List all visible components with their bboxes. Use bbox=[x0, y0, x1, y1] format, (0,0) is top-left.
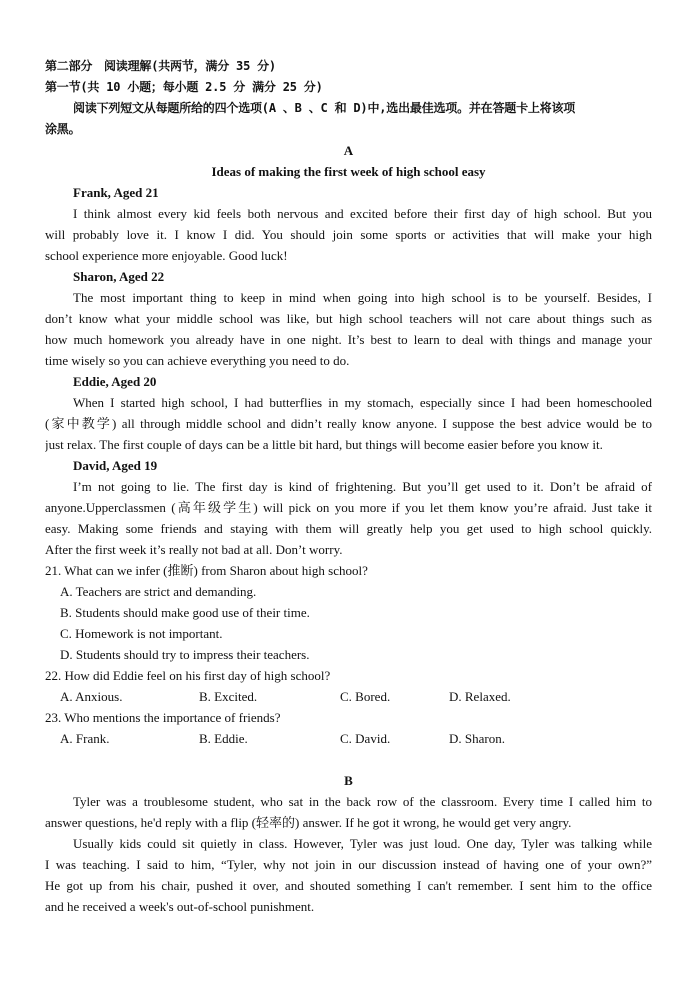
question-23-option-d: D. Sharon. bbox=[449, 731, 505, 746]
entry-line: easy. Making some friends and staying with them will greatly help you get used to high school quickly. bbox=[45, 521, 652, 536]
paragraph-line: answer questions, he'd reply with a flip (轻率的) answer. If he got it wrong, he would get very angry. bbox=[45, 815, 572, 830]
question-22-option-d: D. Relaxed. bbox=[449, 689, 511, 704]
entry-line: I’m not going to lie. The first day is kind of frightening. But you’ll get used to it. Don’t be afraid of bbox=[73, 479, 652, 494]
entry-line: The most important thing to keep in mind when going into high school is to be yourself. Besides, I bbox=[73, 290, 652, 305]
question-22-option-a: A. Anxious. bbox=[60, 689, 123, 704]
question-22-options bbox=[45, 686, 652, 707]
entry-line: just relax. The first couple of days can be a little bit hard, but things will become easier before you know it. bbox=[45, 437, 603, 452]
question-21-option-c: C. Homework is not important. bbox=[60, 626, 223, 641]
question-21-stem: 21. What can we infer (推断) from Sharon about high school? bbox=[45, 563, 368, 578]
entry-line: When I started high school, I had butterflies in my stomach, especially since I had been homeschooled bbox=[73, 395, 652, 410]
paragraph-line: Tyler was a troublesome student, who sat in the back row of the classroom. Every time I called him to bbox=[73, 794, 652, 809]
entry-name-sharon: Sharon, Aged 22 bbox=[73, 269, 165, 284]
question-23-option-a: A. Frank. bbox=[60, 731, 110, 746]
question-23-option-c: C. David. bbox=[340, 731, 391, 746]
question-22-option-c: C. Bored. bbox=[340, 689, 391, 704]
question-22-stem: 22. How did Eddie feel on his first day of high school? bbox=[45, 668, 331, 683]
entry-line: school experience more enjoyable. Good luck! bbox=[45, 248, 288, 263]
entry-line: (家中教学) all through middle school and didn’t really know anyone. I suppose the best advice would be to bbox=[45, 416, 652, 431]
question-23-stem: 23. Who mentions the importance of friends? bbox=[45, 710, 281, 725]
paragraph-line: Usually kids could sit quietly in class. However, Tyler was just loud. One day, Tyler was talking while bbox=[73, 836, 652, 851]
paragraph-line: He got up from his chair, pushed it over, and shouted something I can't remember. I sent him to the office bbox=[45, 878, 652, 893]
question-21-option-a: A. Teachers are strict and demanding. bbox=[60, 584, 257, 599]
entry-line: time wisely so you can achieve everything you need to do. bbox=[45, 353, 350, 368]
paragraph-line: I was teaching. I said to him, “Tyler, why not join in our discussion instead of having one of your own?” bbox=[45, 857, 652, 872]
paragraph-line: and he received a week's out-of-school punishment. bbox=[45, 899, 315, 914]
entry-line: will probably love it. I know I did. You should join some sports or activities that will make your high bbox=[45, 227, 652, 242]
question-22-option-b: B. Excited. bbox=[199, 689, 258, 704]
instructions-line-2: 涂黑。 bbox=[45, 122, 81, 136]
question-21-option-b: B. Students should make good use of their time. bbox=[60, 605, 310, 620]
entry-name-david: David, Aged 19 bbox=[73, 458, 158, 473]
passage-b-label: B bbox=[344, 773, 353, 788]
subsection-title: 第一节(共 10 小题；每小题 2.5 分 满分 25 分) bbox=[45, 80, 323, 94]
entry-line: don’t know what your middle school was like, but high school teachers will not care about things such as bbox=[45, 311, 652, 326]
instructions-line-1: 阅读下列短文从每题所给的四个选项(A 、B 、C 和 D)中,选出最佳选项。并在答题卡上将该项 bbox=[73, 101, 576, 115]
passage-a-label: A bbox=[343, 143, 354, 158]
section-gap bbox=[45, 749, 652, 770]
entry-line: how much homework you already have in one night. It’s best to learn to deal with things and manage your bbox=[45, 332, 652, 347]
entry-line: anyone.Upperclassmen (高年级学生) will pick on you more if you let them know you’re afraid. Just take it bbox=[45, 500, 652, 515]
passage-a-title: Ideas of making the first week of high school easy bbox=[211, 164, 486, 179]
question-23-option-b: B. Eddie. bbox=[199, 731, 248, 746]
question-21-option-d: D. Students should try to impress their teachers. bbox=[60, 647, 310, 662]
entry-name-frank: Frank, Aged 21 bbox=[73, 185, 159, 200]
entry-line: I think almost every kid feels both nervous and excited before their first day of high school. But you bbox=[73, 206, 652, 221]
question-23-options bbox=[45, 728, 652, 749]
part-title: 第二部分 阅读理解(共两节，满分 35 分) bbox=[45, 59, 276, 73]
entry-name-eddie: Eddie, Aged 20 bbox=[73, 374, 157, 389]
entry-line: After the first week it’s really not bad at all. Don’t worry. bbox=[45, 542, 343, 557]
